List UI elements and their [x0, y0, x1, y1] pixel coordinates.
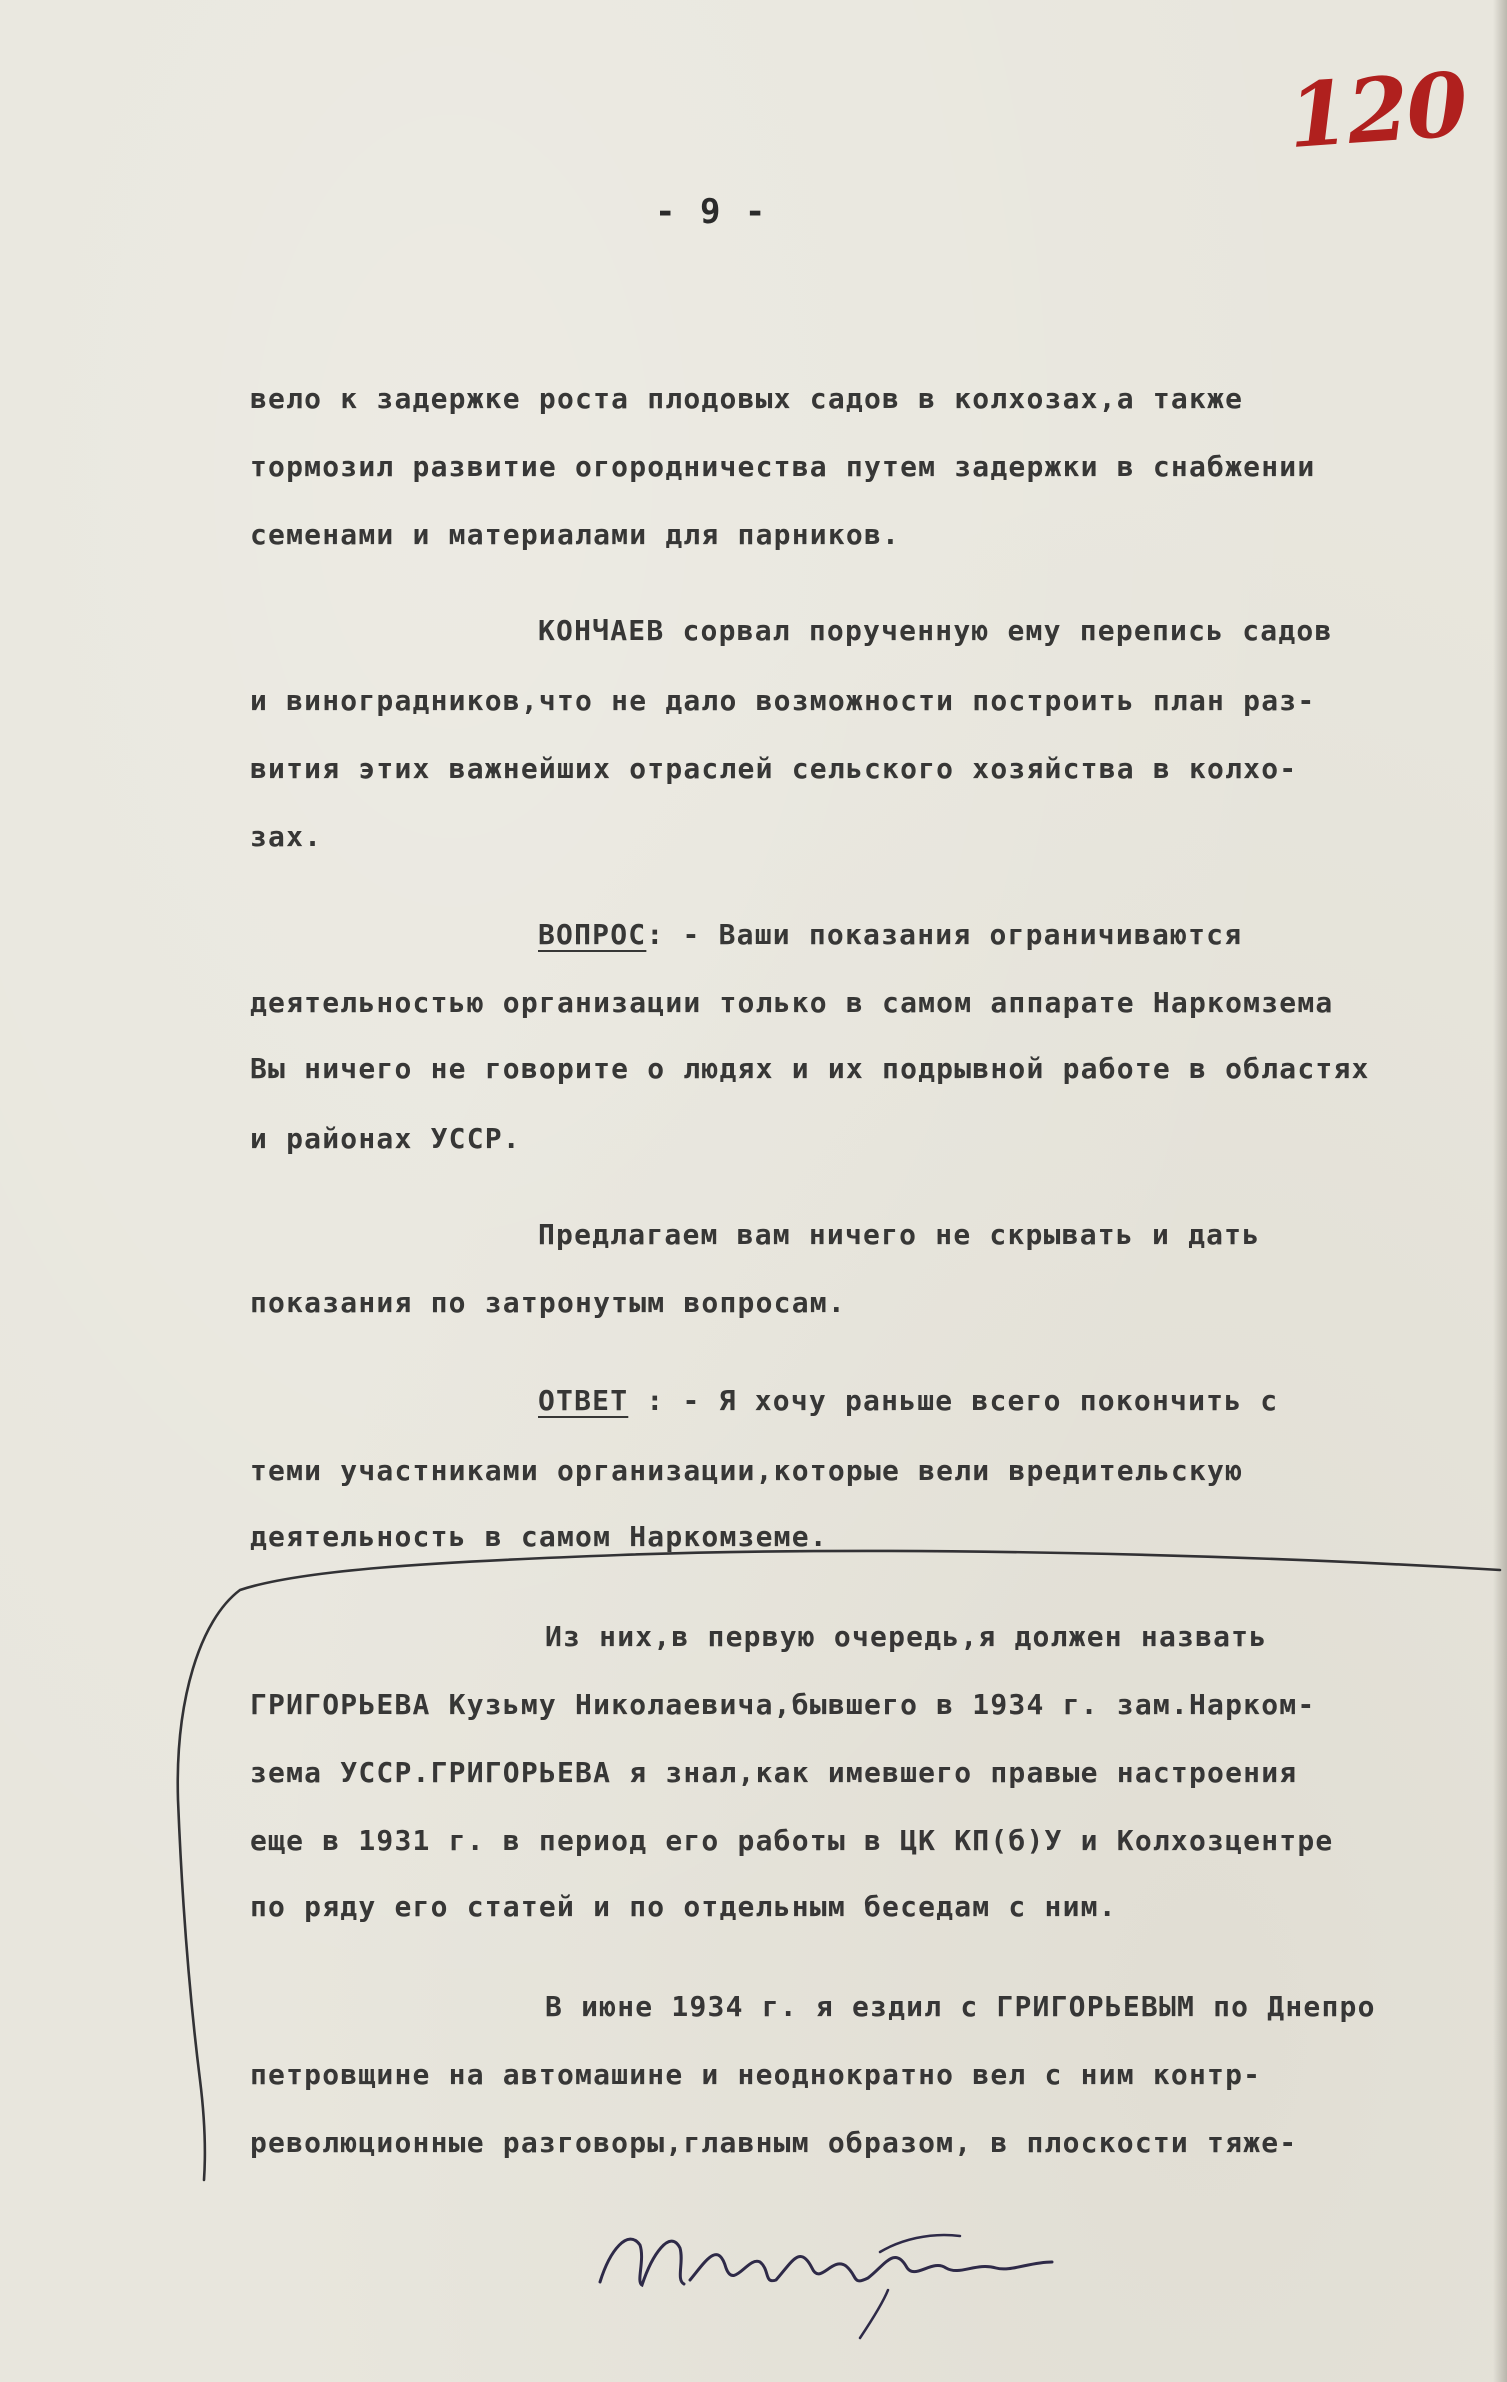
answer-label: ОТВЕТ — [538, 1384, 629, 1417]
text-line: и районах УССР. — [250, 1122, 521, 1155]
text-line: семенами и материалами для парников. — [250, 518, 901, 551]
text-line: по ряду его статей и по отдельным беседам с ним. — [250, 1890, 1117, 1923]
text-line: зема УССР.ГРИГОРЬЕВА я знал,как имевшего правые настроения — [250, 1756, 1298, 1789]
text-line: вития этих важнейших отраслей сельского хозяйства в колхо- — [250, 752, 1298, 785]
page-number: - 9 - — [655, 192, 768, 232]
answer-text: : - Я хочу раньше всего покончить с — [628, 1384, 1279, 1417]
text-line: Предлагаем вам ничего не скрывать и дать — [538, 1218, 1261, 1251]
signature — [600, 2235, 1052, 2338]
text-line: и виноградников,что не дало возможности построить план раз- — [250, 684, 1316, 717]
text-line: деятельностью организации только в самом аппарате Наркомзема — [250, 986, 1334, 1019]
text-line: революционные разговоры,главным образом, в плоскости тяже- — [250, 2126, 1298, 2159]
text-line: деятельность в самом Наркомземе. — [250, 1520, 828, 1553]
bracket-line — [178, 1551, 1500, 2180]
question-label: ВОПРОС — [538, 918, 647, 951]
question-text: : - Ваши показания ограничиваются — [646, 918, 1243, 951]
text-line: КОНЧАЕВ сорвал порученную ему перепись садов — [538, 614, 1333, 647]
text-line: тормозил развитие огородничества путем задержки в снабжении — [250, 450, 1316, 483]
text-line: вело к задержке роста плодовых садов в колхозах,а также — [250, 382, 1244, 415]
text-line: Вы ничего не говорите о людях и их подрывной работе в областях — [250, 1052, 1370, 1085]
text-line: зах. — [250, 820, 323, 853]
text-line: теми участниками организации,которые вели вредительскую — [250, 1454, 1244, 1487]
folio-number: 120 — [1284, 51, 1470, 169]
text-line: ГРИГОРЬЕВА Кузьму Николаевича,бывшего в 1934 г. зам.Нарком- — [250, 1688, 1316, 1721]
text-line: петровщине на автомашине и неоднократно вел с ним контр- — [250, 2058, 1262, 2091]
text-line: Из них,в первую очередь,я должен назвать — [545, 1620, 1268, 1653]
text-line: еще в 1931 г. в период его работы в ЦК КП(б)У и Колхозцентре — [250, 1824, 1334, 1857]
text-line: показания по затронутым вопросам. — [250, 1286, 846, 1319]
text-line: В июне 1934 г. я ездил с ГРИГОРЬЕВЫМ по Днепро — [545, 1990, 1376, 2023]
